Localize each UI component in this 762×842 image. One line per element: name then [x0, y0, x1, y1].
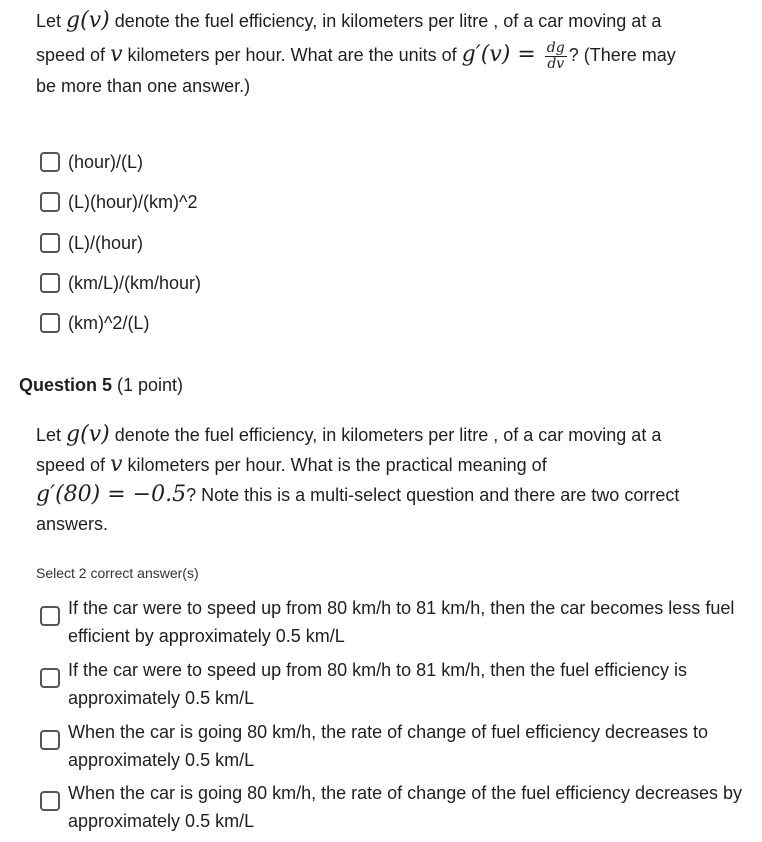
checkbox[interactable]	[40, 791, 60, 811]
math-g-prime-80: g′(80) = −0.5	[36, 482, 187, 507]
checkbox[interactable]	[40, 192, 60, 212]
q5-stem-line2: speed of v kilometers per hour. What is the practical meaning of	[36, 452, 547, 477]
question-5-header	[19, 372, 183, 398]
q5-stem-line4: answers.	[36, 514, 109, 534]
checkbox[interactable]	[40, 313, 60, 333]
math-g-prime-v: g′(v)	[461, 42, 511, 67]
math-dg-dv: $\frac{dg}{dv}$	[546, 39, 565, 72]
checkbox[interactable]	[40, 152, 60, 172]
q4-option-4[interactable]: (km/L)/(km/hour)	[40, 269, 201, 297]
select-count-label: Select 2 correct answer(s)	[36, 565, 199, 581]
math-g-of-v: g(v)	[66, 422, 110, 447]
q5-stem-line3: g′(80) = −0.5? Note this is a multi-select question and there are two correct	[36, 482, 680, 507]
math-v: v	[110, 452, 123, 477]
q4-option-5[interactable]: (km)^2/(L)	[40, 309, 149, 337]
checkbox[interactable]	[40, 273, 60, 293]
math-v: v	[110, 42, 123, 67]
question-points: (1 point)	[112, 375, 184, 395]
checkbox[interactable]	[40, 606, 60, 626]
q5-option-4[interactable]: When the car is going 80 km/h, the rate of change of the fuel efficiency decreases by approximately 0.5 km/L	[40, 779, 758, 835]
q4-option-2[interactable]: (L)(hour)/(km)^2	[40, 188, 197, 216]
q5-stem	[36, 420, 756, 539]
q4-option-3[interactable]: (L)/(hour)	[40, 229, 143, 257]
q4-stem-line1: Let g(v) denote the fuel efficiency, in kilometers per litre , of a car moving at a	[36, 8, 662, 33]
q4-option-1[interactable]: (hour)/(L)	[40, 148, 143, 176]
checkbox[interactable]	[40, 233, 60, 253]
checkbox[interactable]	[40, 668, 60, 688]
q4-stem-line3: be more than one answer.)	[36, 75, 251, 96]
q5-option-3[interactable]: When the car is going 80 km/h, the rate of change of fuel efficiency decreases to approximately 0.5 km/L	[40, 718, 758, 774]
q5-stem-line1: Let g(v) denote the fuel efficiency, in kilometers per litre , of a car moving at a	[36, 422, 662, 447]
q4-stem-line2: speed of v kilometers per hour. What are the units of g′(v) = $\frac{dg}{dv}$ ? (There may	[36, 39, 676, 72]
question-title: Question 5	[19, 375, 113, 395]
q5-option-2[interactable]: If the car were to speed up from 80 km/h to 81 km/h, then the fuel efficiency is approximately 0.5 km/L	[40, 656, 758, 712]
q4-stem	[36, 6, 756, 101]
q5-option-1[interactable]: If the car were to speed up from 80 km/h to 81 km/h, then the car becomes less fuel efficient by approximately 0.5 km/L	[40, 594, 758, 650]
math-g-of-v: g(v)	[66, 8, 110, 33]
checkbox[interactable]	[40, 730, 60, 750]
